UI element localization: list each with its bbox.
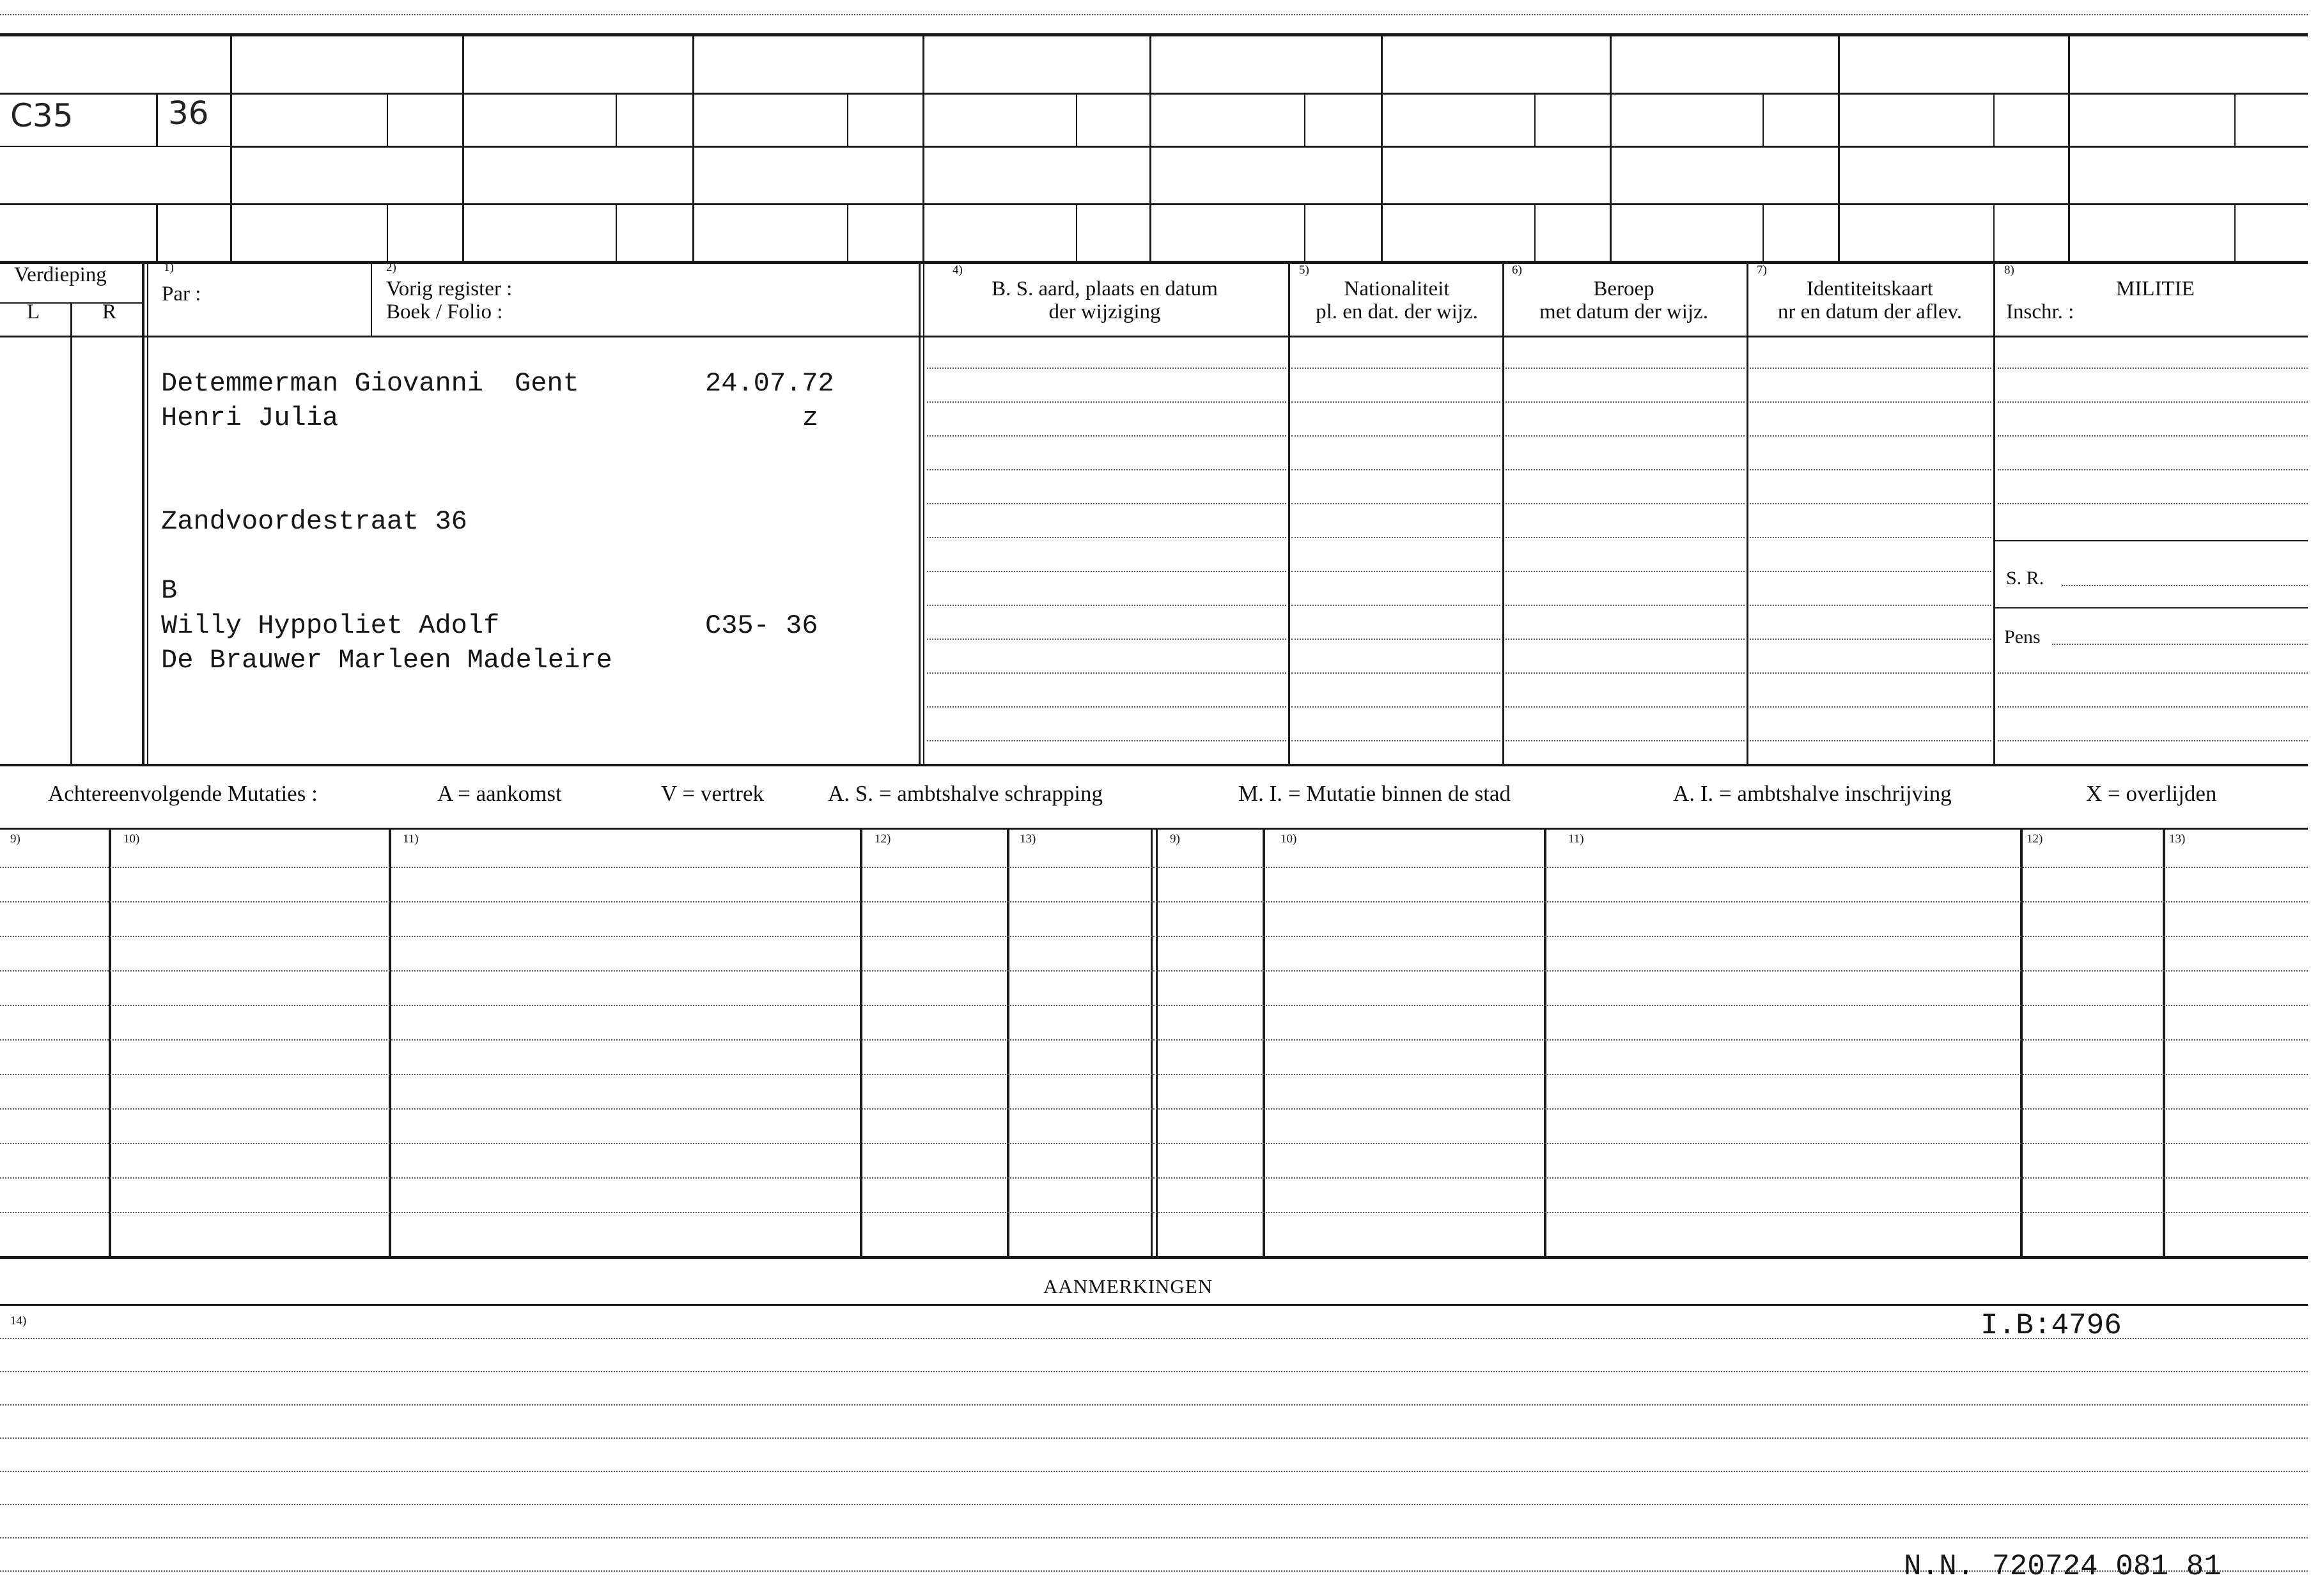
form-rule: [923, 261, 924, 764]
dotted-rule: [1506, 435, 1745, 437]
dotted-rule: [1750, 401, 1991, 403]
entry-mark: z: [802, 403, 819, 433]
floor-right-label: R: [102, 300, 117, 323]
form-rule: [1993, 261, 1995, 764]
dotted-rule: [1750, 740, 1991, 741]
form-rule: [1076, 203, 1077, 261]
dotted-rule: [927, 639, 1286, 640]
identiteitskaart-line1: Identiteitskaart: [1807, 277, 1933, 300]
footnote-1: 1): [164, 261, 174, 274]
militie-label: MILITIE: [2116, 277, 2195, 300]
dotted-rule: [1750, 469, 1991, 470]
form-rule: [1151, 828, 1153, 1256]
form-rule: [1288, 261, 1290, 764]
form-rule: [0, 1256, 2308, 1259]
form-rule: [692, 33, 694, 261]
form-rule: [0, 146, 230, 147]
form-rule: [0, 261, 2308, 264]
dotted-rule: [1291, 368, 1500, 369]
pens-label: Pens: [2004, 626, 2041, 647]
form-rule: [387, 203, 388, 261]
footnote-14: 14): [10, 1314, 27, 1328]
beroep-line1: Beroep: [1593, 277, 1654, 300]
entry-partner-name: De Brauwer Marleen Madeleire: [161, 645, 612, 676]
form-rule: [2020, 828, 2023, 1256]
dotted-rule: [0, 1371, 2308, 1372]
form-rule: [1076, 93, 1077, 146]
form-rule: [1747, 261, 1748, 764]
dotted-rule: [0, 1537, 2308, 1538]
entry-letter: B: [161, 575, 178, 606]
dotted-rule: [927, 740, 1286, 741]
form-rule: [142, 261, 144, 764]
grid-code-b: 36: [168, 95, 209, 132]
dotted-rule: [0, 901, 2308, 903]
dotted-rule: [1750, 537, 1991, 538]
dotted-rule: [1291, 401, 1500, 403]
form-rule: [1610, 33, 1612, 261]
bs-header-line2: der wijziging: [1048, 300, 1161, 323]
dotted-rule: [1998, 706, 2308, 708]
dotted-rule: [1506, 537, 1745, 538]
dotted-rule: [1291, 740, 1500, 741]
form-rule: [156, 93, 158, 146]
mutation-v: V = vertrek: [661, 781, 764, 806]
form-rule: [2234, 203, 2236, 261]
form-rule: [922, 33, 924, 261]
dotted-rule: [0, 1074, 2308, 1075]
form-rule: [1762, 93, 1764, 146]
form-rule: [616, 93, 617, 146]
mutation-mi: M. I. = Mutatie binnen de stad: [1238, 781, 1511, 806]
dotted-rule: [1291, 706, 1500, 708]
form-rule: [371, 261, 372, 336]
dotted-rule: [927, 503, 1286, 504]
form-rule: [1993, 203, 1995, 261]
form-rule: [0, 93, 2308, 95]
dotted-rule: [1291, 435, 1500, 437]
floor-left-label: L: [27, 300, 40, 323]
form-rule: [2068, 33, 2070, 261]
col-12-left: 12): [875, 832, 891, 846]
form-rule: [847, 203, 848, 261]
beroep-line2: met datum der wijz.: [1539, 300, 1708, 323]
col-9-left: 9): [10, 832, 20, 846]
entry-child-names: Willy Hyppoliet Adolf: [161, 610, 500, 641]
dotted-rule: [1506, 672, 1745, 674]
dotted-rule: [927, 469, 1286, 470]
dotted-rule: [1291, 605, 1500, 606]
form-rule: [860, 828, 862, 1256]
mutations-title: Achtereenvolgende Mutaties :: [48, 781, 318, 806]
col-10-right: 10): [1280, 832, 1297, 846]
form-rule: [1534, 93, 1536, 146]
dotted-rule: [1750, 571, 1991, 572]
form-rule: [2234, 93, 2236, 146]
dotted-rule: [1750, 639, 1991, 640]
dotted-rule: [1291, 571, 1500, 572]
inschr-label: Inschr. :: [2006, 300, 2074, 323]
mutation-a: A = aankomst: [437, 781, 562, 806]
form-rule: [1007, 828, 1009, 1256]
col-13-left: 13): [1020, 832, 1036, 846]
dotted-rule: [1998, 740, 2308, 741]
dotted-rule: [1998, 435, 2308, 437]
entry-reference: C35- 36: [705, 610, 818, 641]
aanmerkingen-title: AANMERKINGEN: [1043, 1275, 1213, 1298]
form-rule: [230, 146, 2308, 148]
dotted-rule: [927, 537, 1286, 538]
footnote-6: 6): [1512, 263, 1522, 277]
form-rule: [0, 1304, 2308, 1306]
dotted-rule: [1998, 368, 2308, 369]
form-rule: [847, 93, 848, 146]
dotted-rule: [927, 706, 1286, 708]
dotted-rule: [0, 1039, 2308, 1041]
col-9-right: 9): [1170, 832, 1180, 846]
form-rule: [1304, 203, 1305, 261]
dotted-rule: [1506, 368, 1745, 369]
footnote-8: 8): [2004, 263, 2014, 277]
col-12-right: 12): [2027, 832, 2043, 846]
dotted-rule: [1291, 537, 1500, 538]
dotted-rule: [1506, 605, 1745, 606]
mutation-ai: A. I. = ambtshalve inschrijving: [1673, 781, 1952, 806]
dotted-rule: [0, 1108, 2308, 1110]
footnote-4: 4): [953, 263, 963, 277]
dotted-rule: [1291, 639, 1500, 640]
footnote-5: 5): [1299, 263, 1309, 277]
form-rule: [70, 302, 72, 764]
dotted-rule: [1750, 503, 1991, 504]
form-rule: [1993, 93, 1995, 146]
form-rule: [1993, 607, 2308, 608]
form-rule: [0, 336, 2308, 337]
footnote-7: 7): [1757, 263, 1767, 277]
entry-birthplace: Gent: [515, 368, 579, 399]
entry-birthdate: 24.07.72: [705, 368, 834, 399]
dotted-rule: [1506, 503, 1745, 504]
sr-label: S. R.: [2006, 568, 2044, 589]
form-rule: [1263, 828, 1265, 1256]
form-rule: [1534, 203, 1536, 261]
ib-reference: I.B:4796: [1980, 1309, 2122, 1342]
form-rule: [616, 203, 617, 261]
form-rule: [1762, 203, 1764, 261]
dotted-rule: [1750, 605, 1991, 606]
dotted-rule: [0, 1005, 2308, 1006]
footnote-2: 2): [386, 261, 396, 274]
form-rule: [1381, 33, 1383, 261]
form-rule: [0, 764, 2308, 766]
form-rule: [0, 828, 2308, 830]
dotted-rule: [0, 1471, 2308, 1472]
boek-folio-label: Boek / Folio :: [386, 300, 503, 323]
dotted-rule: [0, 970, 2308, 972]
dotted-rule: [0, 1338, 2308, 1339]
form-rule: [919, 261, 921, 764]
dotted-rule: [2062, 585, 2308, 586]
form-rule: [1502, 261, 1504, 764]
form-rule: [156, 203, 158, 261]
dotted-rule: [0, 1212, 2308, 1213]
dotted-rule: [927, 605, 1286, 606]
dotted-rule: [0, 1177, 2308, 1179]
dotted-rule: [2052, 644, 2308, 645]
dotted-rule: [927, 401, 1286, 403]
form-rule: [0, 203, 2308, 205]
dotted-rule: [1998, 503, 2308, 504]
dotted-rule: [1750, 706, 1991, 708]
dotted-rule: [1506, 571, 1745, 572]
form-rule: [1156, 828, 1158, 1256]
dotted-rule: [1291, 503, 1500, 504]
form-rule: [230, 33, 232, 261]
grid-code-a: C35: [10, 97, 74, 134]
dotted-rule: [927, 571, 1286, 572]
mutation-as: A. S. = ambtshalve schrapping: [828, 781, 1103, 806]
dotted-rule: [0, 1143, 2308, 1144]
dotted-rule: [1291, 469, 1500, 470]
identiteitskaart-line2: nr en datum der aflev.: [1777, 300, 1963, 323]
col-11-right: 11): [1568, 832, 1584, 846]
vorig-register-label: Vorig register :: [386, 277, 513, 300]
entry-name-line: Detemmerman Giovanni: [161, 368, 484, 399]
dotted-rule: [0, 867, 2308, 868]
dotted-rule: [1506, 740, 1745, 741]
dotted-rule: [1750, 435, 1991, 437]
dotted-rule: [1506, 706, 1745, 708]
dotted-rule: [0, 14, 2308, 15]
form-rule: [462, 33, 464, 261]
form-rule: [1544, 828, 1546, 1256]
form-rule: [147, 261, 148, 764]
dotted-rule: [1750, 672, 1991, 674]
dotted-rule: [0, 1404, 2308, 1406]
dotted-rule: [0, 1504, 2308, 1505]
dotted-rule: [1291, 672, 1500, 674]
dotted-rule: [927, 672, 1286, 674]
form-rule: [1838, 33, 1840, 261]
form-rule: [1993, 540, 2308, 541]
form-rule: [1149, 33, 1151, 261]
dotted-rule: [927, 368, 1286, 369]
dotted-rule: [927, 435, 1286, 437]
dotted-rule: [1998, 401, 2308, 403]
dotted-rule: [1998, 469, 2308, 470]
dotted-rule: [1506, 639, 1745, 640]
dotted-rule: [1998, 672, 2308, 674]
col-11-left: 11): [403, 832, 419, 846]
entry-address: Zandvoordestraat 36: [161, 506, 467, 537]
dotted-rule: [1506, 401, 1745, 403]
nationaliteit-line1: Nationaliteit: [1344, 277, 1450, 300]
form-rule: [389, 828, 391, 1256]
verdieping-label: Verdieping: [14, 263, 107, 286]
par-label: Par :: [162, 283, 201, 306]
entry-given-names: Henri Julia: [161, 403, 339, 433]
bs-header-line1: B. S. aard, plaats en datum: [992, 277, 1218, 300]
nationaliteit-line2: pl. en dat. der wijz.: [1316, 300, 1478, 323]
dotted-rule: [0, 936, 2308, 937]
form-rule: [109, 828, 111, 1256]
form-rule: [387, 93, 388, 146]
col-13-right: 13): [2169, 832, 2186, 846]
national-number: N.N. 720724 081 81: [1904, 1550, 2222, 1583]
form-rule: [1304, 93, 1305, 146]
dotted-rule: [1750, 368, 1991, 369]
mutation-x: X = overlijden: [2086, 781, 2217, 806]
form-rule: [0, 33, 2308, 36]
form-rule: [2163, 828, 2165, 1256]
col-10-left: 10): [123, 832, 140, 846]
dotted-rule: [1506, 469, 1745, 470]
dotted-rule: [0, 1437, 2308, 1439]
